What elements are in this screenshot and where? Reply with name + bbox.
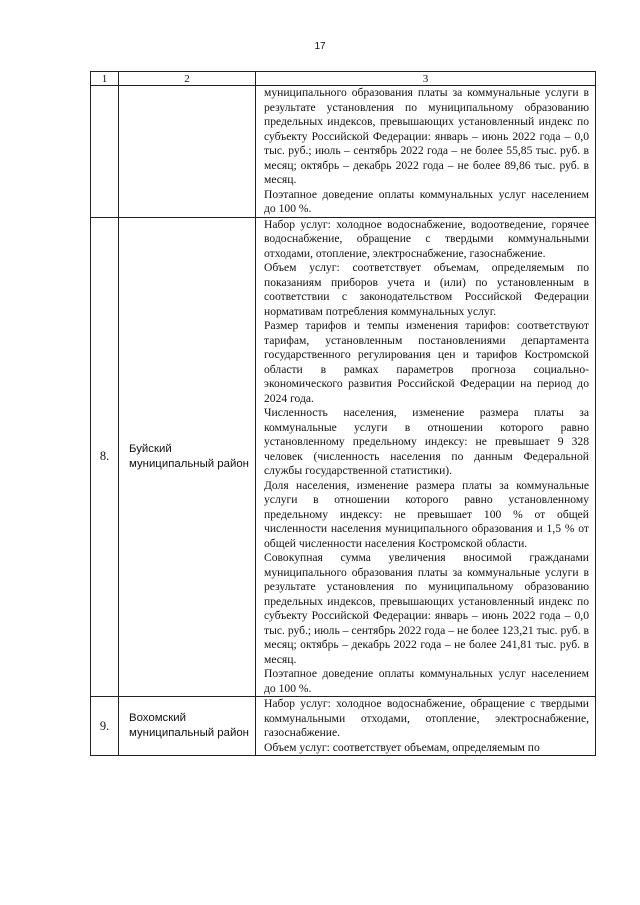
paragraph: Объем услуг: соответствует объемам, определяемым по [264, 740, 540, 754]
paragraph: Совокупная сумма увеличения вносимой гражданами муниципального образования платы за коммунальные услуги в результате установления по муниципальному образованию предельных индексов, превышающих установленный индекс по субъекту Российской Федерации: январь – июнь 2022 года – 0,0 тыс. руб.; июль – сентябрь 2022 года – не более 123,21 тыс. руб. в месяц; октябрь – декабрь 2022 года – не более 241,81 тыс. руб. в месяц. [264, 551, 589, 666]
row-description [256, 697, 596, 756]
row-description [256, 217, 596, 697]
header-col-3: 3 [256, 72, 596, 86]
paragraph: Поэтапное доведение оплаты коммунальных услуг населением до 100 %. [264, 667, 589, 695]
table-header-row [91, 72, 596, 86]
district-name [119, 86, 256, 218]
district-name: Буйский муниципальный район [119, 217, 256, 697]
table-row-vokhomsky [91, 697, 596, 756]
paragraph: Набор услуг: холодное водоснабжение, водоотведение, горячее водоснабжение, обращение с твердыми коммунальными отходами, отопление, электроснабжение, газоснабжение. [264, 217, 589, 260]
paragraph: Объем услуг: соответствует объемам, определяемым по показаниям приборов учета и (или) по установленным в соответствии с законодательством Российской Федерации нормативам потребления коммунальных услуг. [264, 261, 589, 318]
district-name: Вохомский муниципальный район [119, 697, 256, 756]
paragraph: Поэтапное доведение оплаты коммунальных услуг населением до 100 %. [264, 187, 589, 215]
tariff-table [90, 71, 596, 756]
paragraph: Численность населения, изменение размера платы за коммунальные услуги в отношении которого равно установленному предельному индексу: не превышает 9 328 человек (численность населения по данным Федеральной службы государственной статистики). [264, 406, 589, 477]
paragraph: Набор услуг: холодное водоснабжение, обращение с твердыми коммунальными отходами, отопление, электроснабжение, газоснабжение. [264, 697, 589, 739]
paragraph: муниципального образования платы за коммунальные услуги в результате установления по муниципальному образованию предельных индексов, превышающих установленный индекс по субъекту Российской Федерации: январь – июнь 2022 года – 0,0 тыс. руб.; июль – сентябрь 2022 года – не более 55,85 тыс. руб. в месяц; октябрь – декабрь 2022 года – не более 89,86 тыс. руб. в месяц. [264, 86, 589, 186]
header-col-2: 2 [119, 72, 256, 86]
row-description [256, 86, 596, 218]
header-col-1: 1 [91, 72, 119, 86]
row-number: 8. [91, 217, 119, 697]
page-number: 17 [314, 41, 326, 52]
paragraph: Размер тарифов и темпы изменения тарифов: соответствуют тарифам, установленным постановлениями департамента государственного регулирования цен и тарифов Костромской области в рамках параметров прогноза социально-экономического развития Российской Федерации на период до 2024 года. [264, 319, 589, 405]
table-row-buysky [91, 217, 596, 697]
paragraph: Доля населения, изменение размера платы за коммунальные услуги в отношении которого равно установленному предельному индексу: не превышает 100 % от общей численности населения муниципального образования и 1,5 % от общей численности населения Костромской области. [264, 478, 589, 550]
row-number [91, 86, 119, 218]
table-row-continued [91, 86, 596, 218]
row-number: 9. [91, 697, 119, 756]
